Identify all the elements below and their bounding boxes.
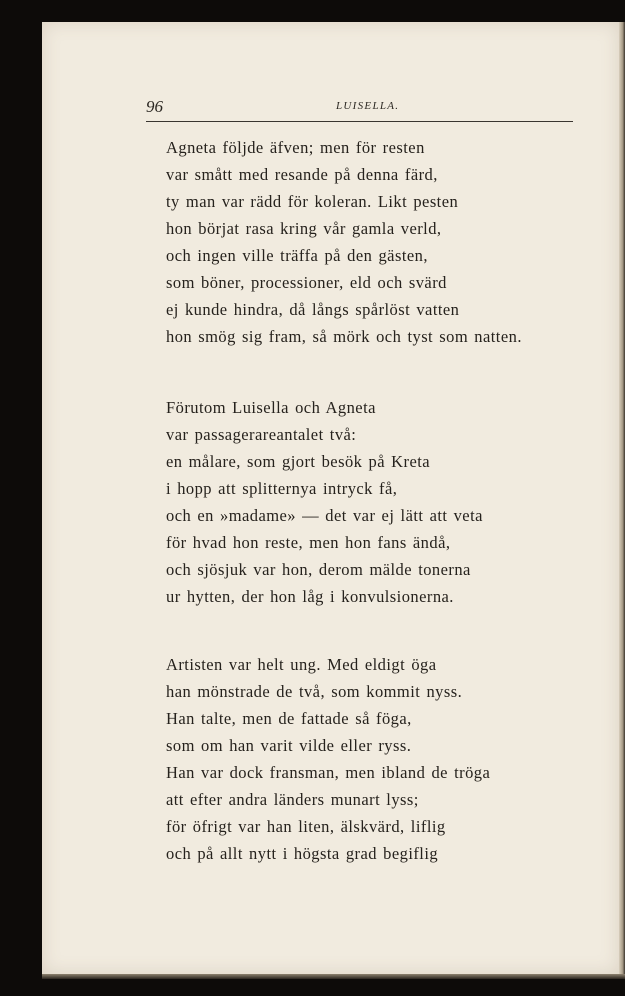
verse-line: ej kunde hindra, då långs spårlöst vatten xyxy=(166,300,460,319)
page-edge xyxy=(619,22,625,974)
verse-line: för hvad hon reste, men hon fans ändå, xyxy=(166,533,451,552)
page-bottom-edge xyxy=(42,974,625,979)
verse-line: Agneta följde äfven; men för resten xyxy=(166,138,425,157)
verse-line: och en »madame» — det var ej lätt att veta xyxy=(166,506,483,525)
verse-line: Förutom Luisella och Agneta xyxy=(166,398,376,417)
page-number: 96 xyxy=(146,97,163,116)
verse-line: och ingen ville träffa på den gästen, xyxy=(166,246,428,265)
verse-line: och sjösjuk var hon, derom mälde tonerna xyxy=(166,560,471,579)
verse-line: han mönstrade de två, som kommit nyss. xyxy=(166,682,463,701)
page-header xyxy=(146,97,573,122)
verse-line: och på allt nytt i högsta grad begiflig xyxy=(166,844,439,863)
stanza-1 xyxy=(166,134,522,350)
verse-line: hon börjat rasa kring vår gamla verld, xyxy=(166,219,442,238)
verse-line: var smått med resande på denna färd, xyxy=(166,165,438,184)
verse-line: Han talte, men de fattade så föga, xyxy=(166,709,412,728)
verse-line: Artisten var helt ung. Med eldigt öga xyxy=(166,655,437,674)
verse-line: ty man var rädd för koleran. Likt pesten xyxy=(166,192,459,211)
verse-line: i hopp att splitternya intryck få, xyxy=(166,479,398,498)
verse-line: Han var dock fransman, men ibland de tröga xyxy=(166,763,491,782)
verse-line: som om han varit vilde eller ryss. xyxy=(166,736,412,755)
verse-line: hon smög sig fram, så mörk och tyst som natten. xyxy=(166,327,522,346)
verse-line: som böner, processioner, eld och svärd xyxy=(166,273,447,292)
verse-line: en målare, som gjort besök på Kreta xyxy=(166,452,431,471)
verse-line: var passagerareantalet två: xyxy=(166,425,357,444)
stanza-2 xyxy=(166,394,483,610)
verse-line: ur hytten, der hon låg i konvulsionerna. xyxy=(166,587,454,606)
verse-line: att efter andra länders munart lyss; xyxy=(166,790,419,809)
stanza-3 xyxy=(166,651,490,867)
verse-line: för öfrigt var han liten, älskvärd, liflig xyxy=(166,817,446,836)
running-title: LUISELLA. xyxy=(336,100,400,112)
